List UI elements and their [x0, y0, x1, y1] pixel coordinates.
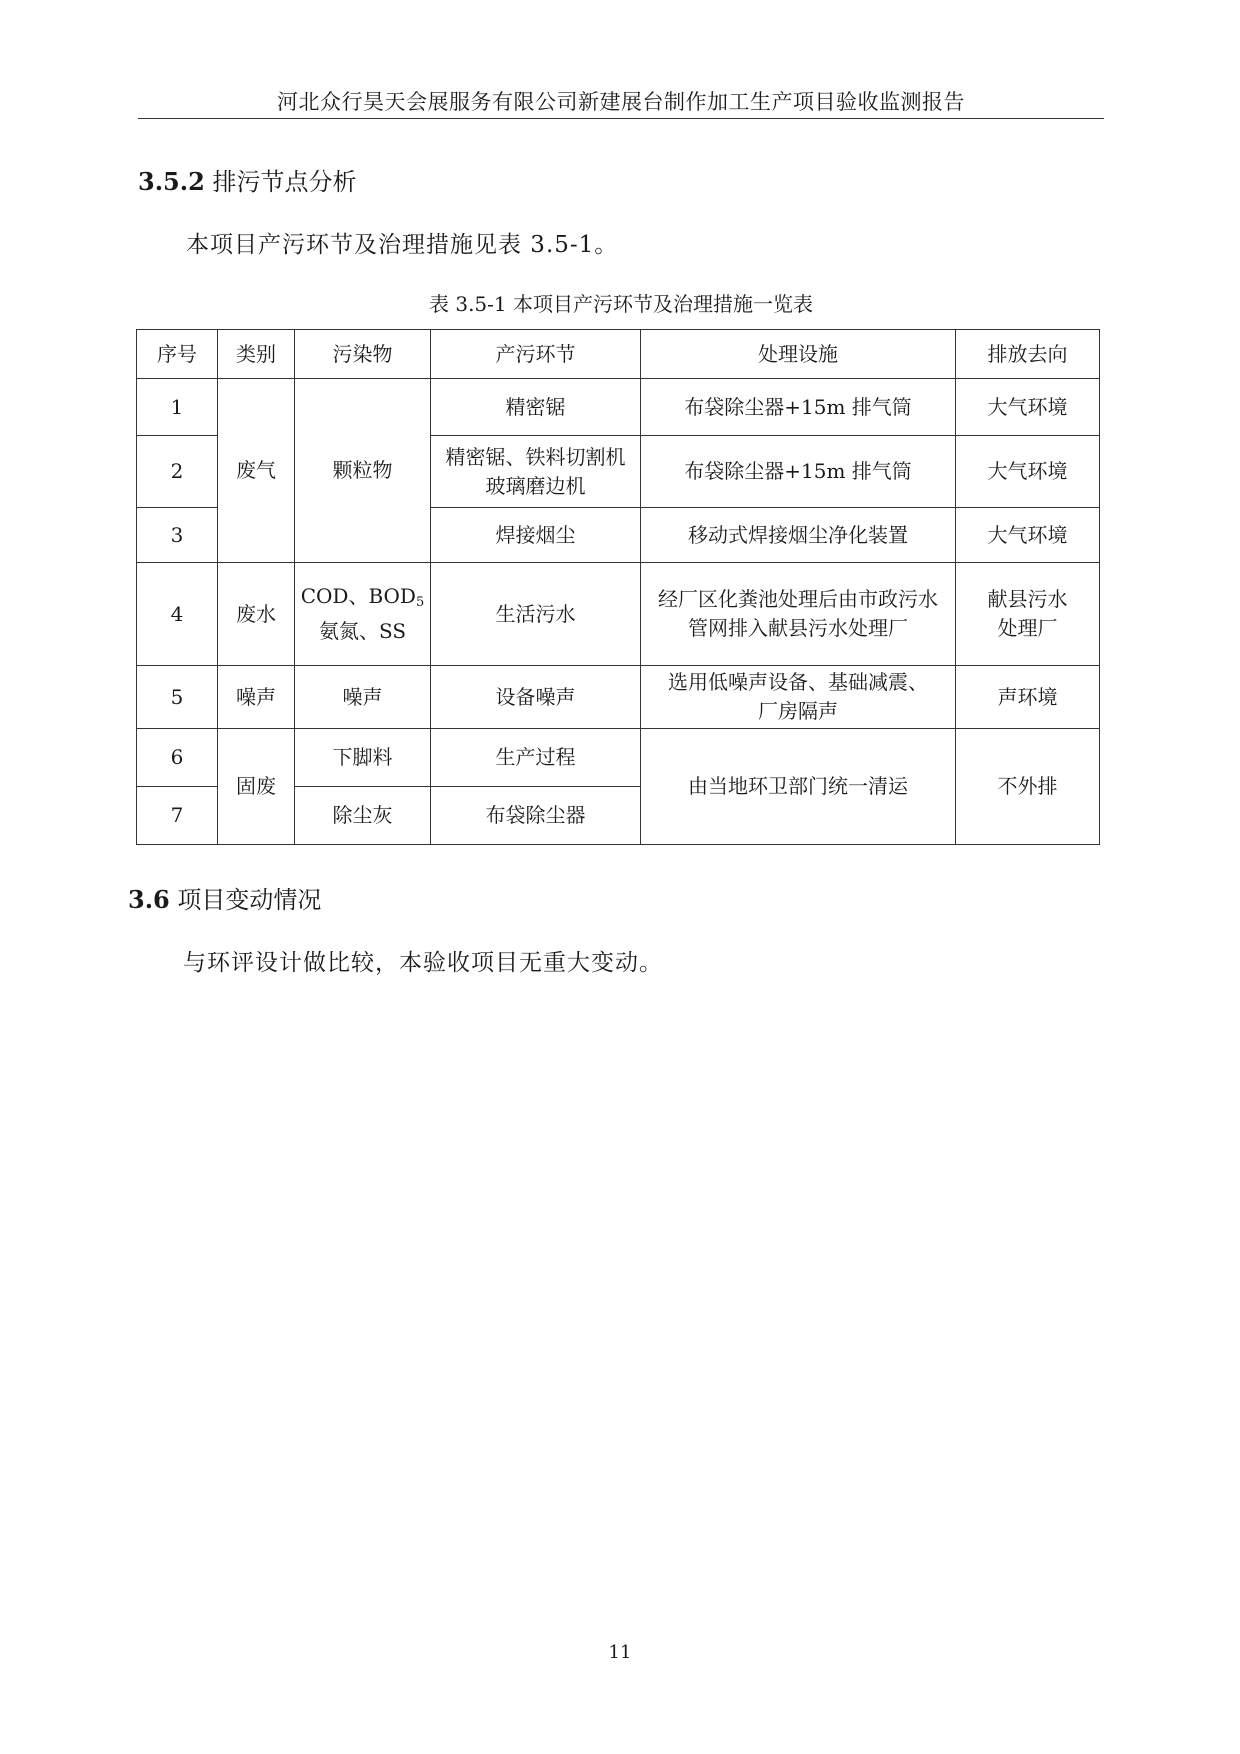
- destination-cell: 大气环境: [956, 379, 1100, 436]
- destination-line: 献县污水: [987, 587, 1068, 611]
- facility-cell: [641, 666, 956, 729]
- category-cell: 噪声: [218, 666, 295, 729]
- facility-line: 选用低噪声设备、基础减震、: [668, 670, 928, 694]
- section-title: 排污节点分析: [212, 168, 357, 196]
- pollutant-cell: 颗粒物: [295, 379, 431, 563]
- category-cell: 固废: [218, 729, 295, 845]
- table-row: [137, 379, 1100, 436]
- subscript: 5: [415, 595, 425, 610]
- destination-line: 处理厂: [997, 616, 1058, 640]
- table-header-row: [137, 330, 1100, 379]
- pollutant-cell: [295, 563, 431, 666]
- source-cell: 焊接烟尘: [431, 508, 641, 563]
- page-number: 11: [608, 1642, 632, 1663]
- row-number: 1: [137, 379, 218, 436]
- destination-cell: [956, 563, 1100, 666]
- destination-cell: 不外排: [956, 729, 1100, 845]
- destination-cell: 大气环境: [956, 436, 1100, 508]
- pollution-table: [136, 329, 1100, 845]
- table-row: [137, 666, 1100, 729]
- table-caption: 表 3.5-1 本项目产污环节及治理措施一览表: [428, 292, 813, 316]
- row-number: 6: [137, 729, 218, 787]
- intro-paragraph: 本项目产污环节及治理措施见表 3.5-1。: [186, 232, 619, 258]
- table-row: [137, 729, 1100, 787]
- pollutant-line: 氨氮、SS: [318, 619, 407, 643]
- row-number: 3: [137, 508, 218, 563]
- header-cell: 产污环节: [431, 330, 641, 379]
- facility-line: 经厂区化粪池处理后由市政污水: [658, 587, 938, 611]
- source-line: 玻璃磨边机: [485, 473, 586, 498]
- destination-cell: 声环境: [956, 666, 1100, 729]
- header-cell: 排放去向: [956, 330, 1100, 379]
- pollutant-cell: 下脚料: [295, 729, 431, 787]
- header-rule: [138, 118, 1104, 119]
- section-number: 3.5.2: [138, 167, 205, 196]
- pollutant-line: [298, 582, 427, 617]
- source-cell: 生产过程: [431, 729, 641, 787]
- section-title: 项目变动情况: [177, 886, 322, 914]
- row-number: 7: [137, 787, 218, 845]
- section-3-6-heading: [128, 880, 321, 915]
- source-line: 精密锯、铁料切割机: [445, 444, 626, 469]
- section-3-5-2-heading: [138, 162, 356, 197]
- pollutant-text: COD、BOD: [300, 584, 416, 608]
- conclusion-paragraph: 与环评设计做比较，本验收项目无重大变动。: [183, 950, 663, 976]
- table-row: [137, 563, 1100, 666]
- facility-line: 厂房隔声: [758, 699, 838, 723]
- row-number: 5: [137, 666, 218, 729]
- row-number: 4: [137, 563, 218, 666]
- pollutant-cell: 除尘灰: [295, 787, 431, 845]
- source-cell: 设备噪声: [431, 666, 641, 729]
- category-cell: 废气: [218, 379, 295, 563]
- header-cell: 污染物: [295, 330, 431, 379]
- facility-cell: [641, 563, 956, 666]
- destination-cell: 大气环境: [956, 508, 1100, 563]
- source-cell: 生活污水: [431, 563, 641, 666]
- facility-cell: 由当地环卫部门统一清运: [641, 729, 956, 845]
- facility-cell: 布袋除尘器+15m 排气筒: [641, 379, 956, 436]
- source-cell: 布袋除尘器: [431, 787, 641, 845]
- facility-cell: 移动式焊接烟尘净化装置: [641, 508, 956, 563]
- row-number: 2: [137, 436, 218, 508]
- source-cell: 精密锯: [431, 379, 641, 436]
- category-cell: 废水: [218, 563, 295, 666]
- header-cell: 处理设施: [641, 330, 956, 379]
- section-number: 3.6: [128, 885, 170, 914]
- report-header: 河北众行昊天会展服务有限公司新建展台制作加工生产项目验收监测报告: [277, 90, 965, 114]
- header-cell: 序号: [137, 330, 218, 379]
- pollutant-cell: 噪声: [295, 666, 431, 729]
- facility-line: 管网排入献县污水处理厂: [688, 616, 908, 640]
- facility-cell: 布袋除尘器+15m 排气筒: [641, 436, 956, 508]
- source-cell: [431, 436, 641, 508]
- header-cell: 类别: [218, 330, 295, 379]
